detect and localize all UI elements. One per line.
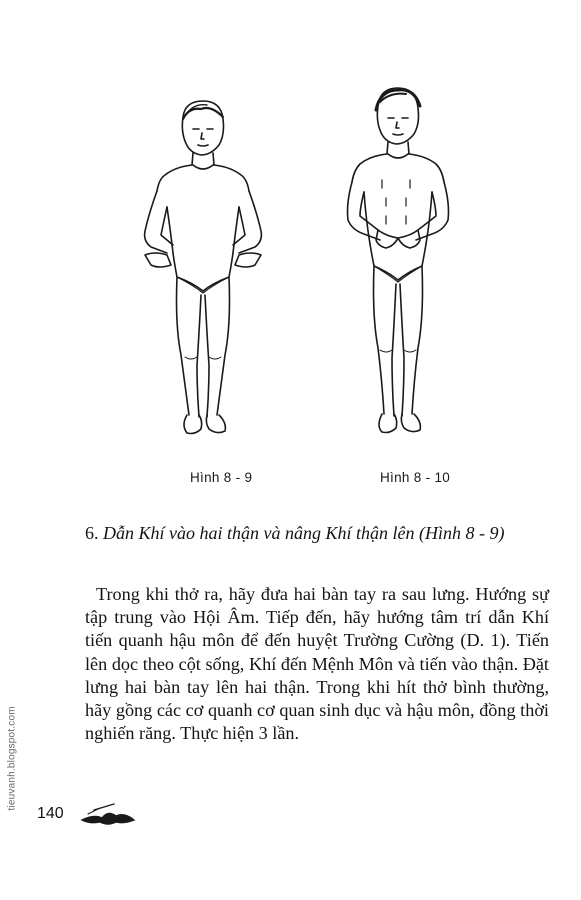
section-title: Dẫn Khí vào hai thận và nâng Khí thận lên (Hình 8 - 9)	[103, 523, 505, 543]
figure-hands-on-abdomen	[320, 80, 490, 445]
figure-hands-on-waist	[115, 95, 285, 445]
page-ornament-icon	[80, 802, 140, 831]
watermark: tieuvanh.blogspot.com	[6, 706, 18, 811]
figure-caption: Hình 8 - 10	[380, 470, 451, 485]
page-number: 140	[37, 805, 64, 822]
body-paragraph: Trong khi thở ra, hãy đưa hai bàn tay ra sau lưng. Hướng sự tập trung vào Hội Âm. Tiếp đến, hãy hướng tâm trí dẫn Khí tiến quanh hậu môn để đến huyệt Trường Cường (D. 1). Tiến lên dọc theo cột sống, Khí đến Mệnh Môn và tiến vào thận. Đặt lưng hai bàn tay lên hai thận. Trong khi hít thở bình thường, hãy gồng các cơ quanh cơ quan sinh dục và hậu môn, đồng thời nghiến răng. Thực hiện 3 lần.	[85, 584, 549, 744]
section-number: 6.	[85, 523, 99, 543]
figure-caption: Hình 8 - 9	[190, 470, 253, 485]
section-heading	[85, 521, 549, 545]
